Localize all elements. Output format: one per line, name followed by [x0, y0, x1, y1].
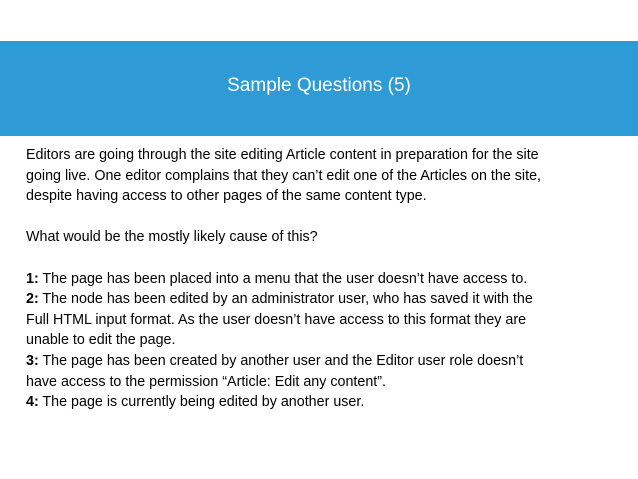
slide-title: Sample Questions (5): [227, 75, 411, 96]
answer-3: [26, 351, 616, 372]
intro-line: despite having access to other pages of the same content type.: [26, 188, 427, 205]
intro-line: going live. One editor complains that they can’t edit one of the Articles on the site,: [26, 167, 541, 184]
blank-line: [26, 207, 616, 228]
answer-4: [26, 392, 616, 413]
answer-text: The page has been created by another user and the Editor user role doesn’t: [38, 352, 524, 369]
answer-number: 2:: [26, 291, 39, 308]
answer-number: 4:: [26, 394, 39, 411]
question-text: What would be the mostly likely cause of this?: [26, 229, 318, 246]
answer-2-continuation: unable to edit the page.: [26, 332, 176, 349]
answer-1: [26, 269, 616, 290]
slide-body: [26, 145, 616, 413]
answer-text: The page is currently being edited by another user.: [38, 394, 365, 411]
answer-text: The page has been placed into a menu that the user doesn’t have access to.: [38, 270, 528, 287]
answer-3-continuation: have access to the permission “Article: Edit any content”.: [26, 373, 386, 390]
intro-line: Editors are going through the site editing Article content in preparation for the site: [26, 147, 539, 163]
answer-2-continuation: Full HTML input format. As the user doesn’t have access to this format they are: [26, 311, 527, 328]
answer-text: The node has been edited by an administrator user, who has saved it with the: [38, 291, 533, 308]
answer-2: [26, 289, 616, 310]
answer-number: 1:: [26, 270, 39, 287]
answer-number: 3:: [26, 352, 39, 369]
blank-line: [26, 248, 616, 269]
